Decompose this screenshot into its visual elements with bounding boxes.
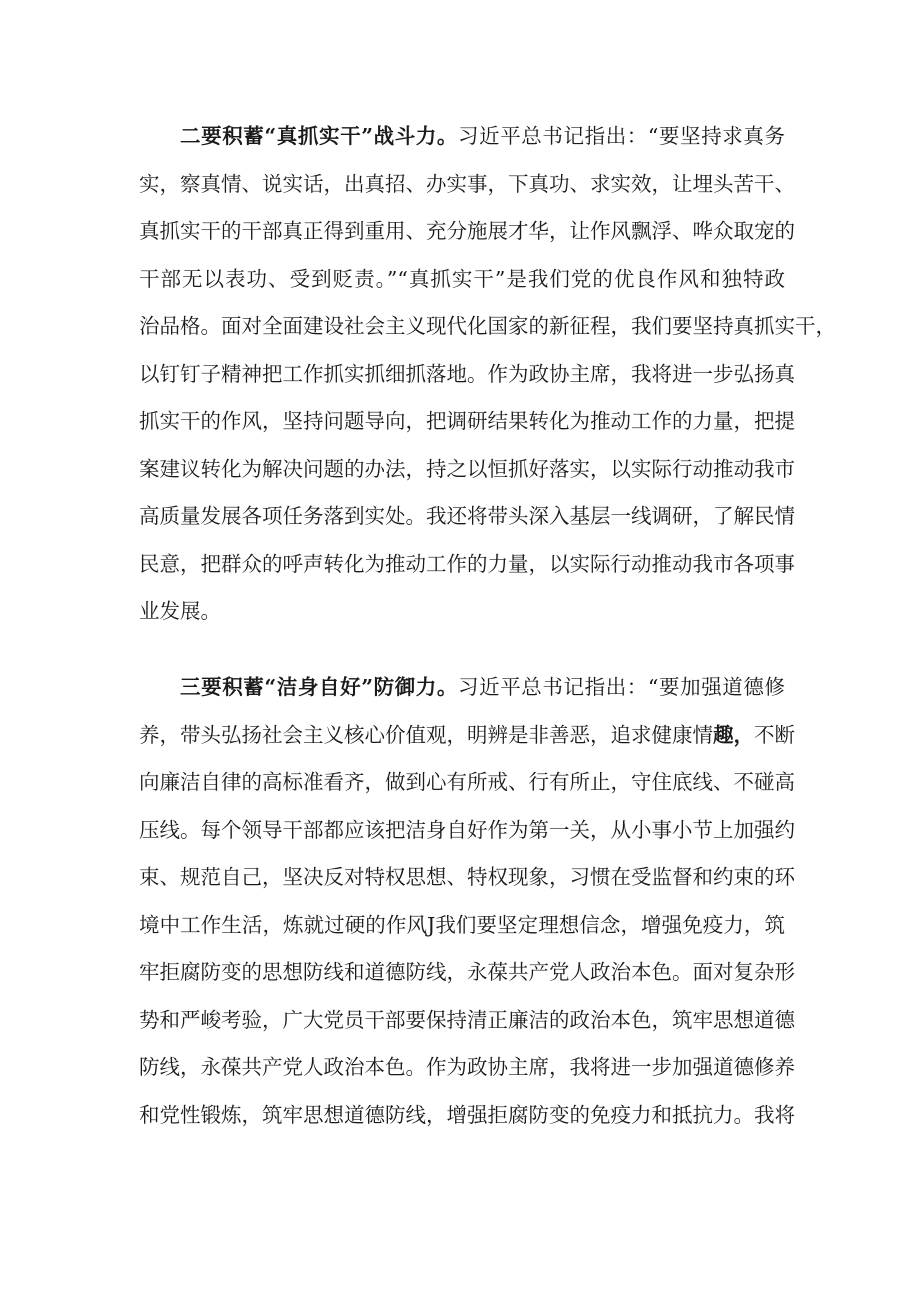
paragraph-line: 防线，永葆共产党人政治本色。作为政协主席，我将进一步加强道德修养	[139, 1055, 795, 1079]
paragraph-line: 实，察真情、说实话，出真招、办实事，下真功、求实效，让埋头苦干、	[139, 171, 795, 196]
paragraph-line: 和党性锻炼，筑牢思想道德防线，增强拒腐防变的免疫力和抵抗力。我将	[139, 1102, 795, 1127]
paragraph-line: 民意，把群众的呼声转化为推动工作的力量，以实际行动推动我市各项事	[139, 551, 795, 576]
paragraph-line	[139, 712, 795, 760]
paragraph-line: 境中工作生活，炼就过硬的作风J我们要坚定理想信念，增强免疫力，筑	[139, 912, 785, 937]
paragraph-lead-heading: 二要积蓄“真抓实干”战斗力。	[180, 124, 458, 148]
paragraph-zhenzhuashigan	[139, 113, 836, 636]
paragraph-line: 束、规范自己，坚决反对特权思想、特权现象，习惯在受监督和约束的环	[139, 865, 795, 889]
paragraph-line: 向廉洁自律的高标准看齐，做到心有所戒、行有所止，守住底线、不碰高	[139, 770, 795, 794]
paragraph-line: 抓实干的作风，坚持问题导向，把调研结果转化为推动工作的力量，把提	[139, 409, 795, 433]
paragraph-line: 真抓实干的干部真正得到重用、充分施展才华，让作风飘浮、哗众取宠的	[139, 219, 795, 243]
paragraph-lead-heading: 三要积蓄“洁身自好”防御力。	[180, 675, 458, 699]
paragraph-line	[139, 113, 785, 161]
paragraph-line: 高质量发展各项任务落到实处。我还将带头深入基层一线调研，了解民情	[139, 504, 795, 528]
paragraph-line: 势和严峻考验，广大党员干部要保持清正廉洁的政治本色，筑牢思想道德	[139, 1007, 795, 1032]
bold-emphasis: 趣，	[713, 722, 754, 747]
paragraph-line: 压线。每个领导干部都应该把洁身自好作为第一关，从小事小节上加强约	[139, 817, 795, 842]
paragraph-line	[139, 664, 785, 712]
paragraph-text: 养，带头弘扬社会主义核心价值观，明辨是非善恶，追求健康情	[139, 722, 713, 747]
paragraph-line: 业发展。	[139, 599, 221, 623]
paragraph-line: 干部无以表功、受到贬责。”“真抓实干”是我们党的优良作风和独特政	[139, 266, 785, 291]
paragraph-line: 牢拒腐防变的思想防线和道德防线，永葆共产党人政治本色。面对复杂形	[139, 960, 795, 984]
paragraph-line: 以钉钉子精神把工作抓实抓细抓落地。作为政协主席，我将进一步弘扬真	[139, 361, 795, 386]
paragraph-line: 治品格。面对全面建设社会主义现代化国家的新征程，我们要坚持真抓实干，	[139, 314, 836, 338]
paragraph-text: 习近平总书记指出：“要坚持求真务	[458, 124, 785, 148]
paragraph-jieshenzihao	[139, 664, 795, 1139]
paragraph-text: 习近平总书记指出：“要加强道德修	[458, 675, 785, 699]
paragraph-line: 案建议转化为解决问题的办法，持之以恒抓好落实，以实际行动推动我市	[139, 456, 795, 481]
paragraph-text: 不断	[754, 722, 795, 747]
